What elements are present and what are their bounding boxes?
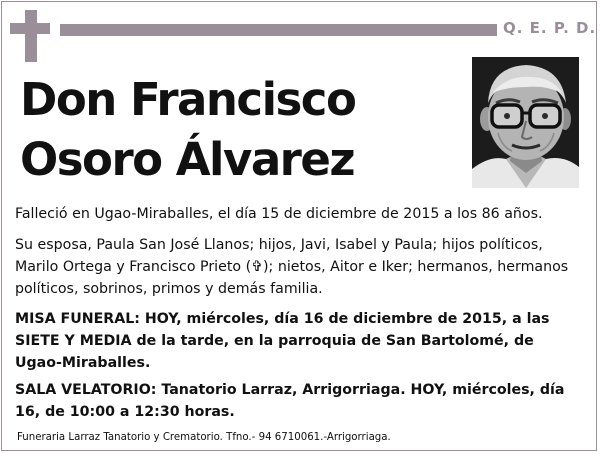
funeral-home-footer: Funeraria Larraz Tanatorio y Crematorio. Tfno.- 94 6710061.-Arrigorriaga. <box>17 432 391 443</box>
header-divider <box>60 24 497 36</box>
family-list: Su esposa, Paula San José Llanos; hijos, Javi, Isabel y Paula; hijos políticos, Marilo Ortega y Francisco Prieto (✞); nietos, Aitor e Iker; hermanos, hermanos políticos, sobrinos, primos y demás familia. <box>15 237 569 297</box>
death-notice: Falleció en Ugao-Miraballes, el día 15 de diciembre de 2015 a los 86 años. <box>15 206 543 222</box>
qepd-label: Q. E. P. D. <box>503 19 597 37</box>
name-line-1: Don Francisco <box>20 73 356 126</box>
deceased-name <box>20 70 355 190</box>
funeral-mass-info: MISA FUNERAL: HOY, miércoles, día 16 de diciembre de 2015, a las SIETE Y MEDIA de la tarde, en la parroquia de San Bartolomé, de Ugao-Miraballes. <box>15 311 550 371</box>
wake-info: SALA VELATORIO: Tanatorio Larraz, Arrigorriaga. HOY, miércoles, día 16, de 10:00 a 12:30 horas. <box>15 382 565 420</box>
portrait-photo <box>472 57 579 188</box>
name-line-2: Osoro Álvarez <box>20 133 355 186</box>
